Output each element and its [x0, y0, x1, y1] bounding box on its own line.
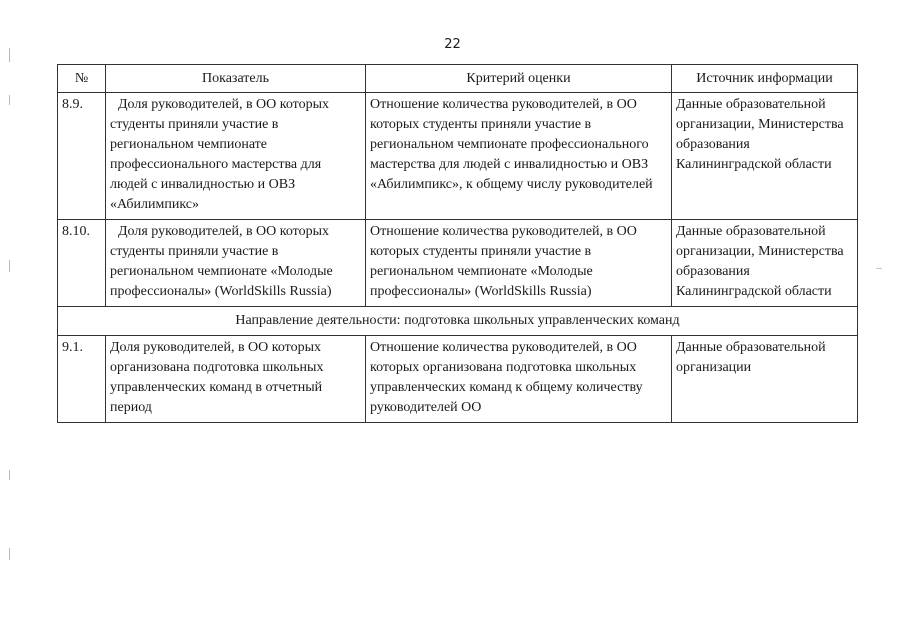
page-number: 22 — [444, 37, 461, 52]
row-source: Данные образовательной организации — [672, 336, 858, 423]
header-number: № — [58, 65, 106, 93]
scan-margin-mark — [9, 548, 10, 560]
row-number: 9.1. — [58, 336, 106, 423]
row-source: Данные образовательной организации, Министерства образования Калининградской области — [672, 93, 858, 220]
table-row — [58, 93, 858, 220]
table-row — [58, 336, 858, 423]
header-indicator: Показатель — [106, 65, 366, 93]
row-indicator: Доля руководителей, в ОО которых студенты приняли участие в региональном чемпионате «Молодые профессионалы» (WorldSkills Russia) — [106, 220, 366, 307]
table-row — [58, 220, 858, 307]
header-source: Источник информации — [672, 65, 858, 93]
scan-margin-mark — [9, 470, 10, 480]
header-criterion: Критерий оценки — [366, 65, 672, 93]
section-title: Направление деятельности: подготовка школьных управленческих команд — [58, 307, 858, 336]
row-indicator: Доля руководителей, в ОО которых студенты приняли участие в региональном чемпионате профессионального мастерства для людей с инвалидностью и ОВЗ «Абилимпикс» — [106, 93, 366, 220]
scan-margin-mark — [9, 48, 10, 62]
row-source: Данные образовательной организации, Министерства образования Калининградской области — [672, 220, 858, 307]
row-number: 8.9. — [58, 93, 106, 220]
row-criterion: Отношение количества руководителей, в ОО которых организована подготовка школьных управленческих команд к общему количеству руководителей ОО — [366, 336, 672, 423]
row-criterion: Отношение количества руководителей, в ОО которых студенты приняли участие в региональном чемпионате профессионального мастерства для людей с инвалидностью и ОВЗ «Абилимпикс», к общему числу руководителей — [366, 93, 672, 220]
indicators-table — [57, 64, 858, 423]
row-indicator: Доля руководителей, в ОО которых организована подготовка школьных управленческих команд в отчетный период — [106, 336, 366, 423]
row-criterion: Отношение количества руководителей, в ОО которых студенты приняли участие в региональном чемпионате «Молодые профессионалы» (WorldSkills Russia) — [366, 220, 672, 307]
section-row — [58, 307, 858, 336]
row-number: 8.10. — [58, 220, 106, 307]
table-header-row — [58, 65, 858, 93]
scan-artifact — [876, 268, 882, 269]
scan-margin-mark — [9, 260, 10, 272]
scan-margin-mark — [9, 95, 10, 105]
